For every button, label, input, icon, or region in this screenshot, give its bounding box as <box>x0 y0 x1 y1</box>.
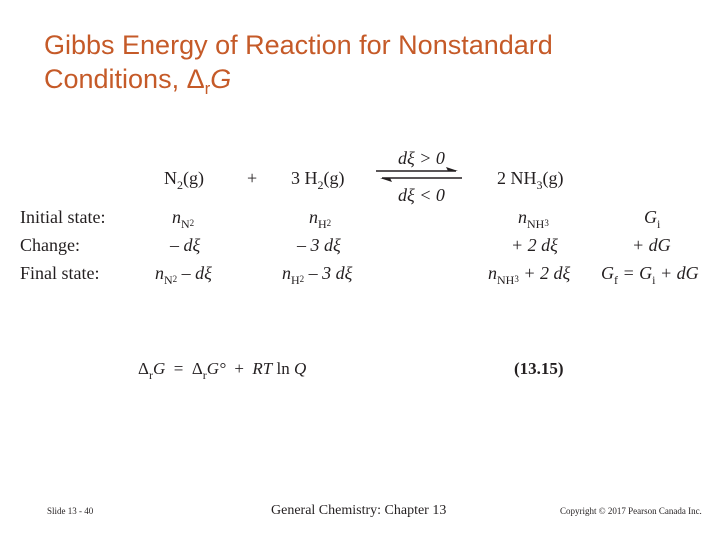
slide-title <box>44 28 684 106</box>
title-line-2 <box>44 62 684 106</box>
equation-number: (13.15) <box>514 359 564 378</box>
footer-slide-number: Slide 13 - 40 <box>47 506 94 516</box>
change-nh3: + 2 dξ <box>511 235 558 255</box>
title-delta: Conditions, Δ <box>44 64 205 94</box>
row-label-final: Final state: <box>20 263 100 283</box>
row-label-change: Change: <box>20 235 80 255</box>
reverse-label: dξ < 0 <box>398 185 445 205</box>
final-g: $G_f = G_i$ + dG <box>601 263 699 287</box>
final-n2: $n_N2$ – dξ <box>155 263 212 287</box>
final-h2: $n_H2 - 3$ dξ <box>282 263 353 287</box>
change-g: + dG <box>632 235 671 255</box>
reactant-h2: 3 $H_2(g)$ <box>291 168 345 192</box>
change-n2: – dξ <box>170 235 201 255</box>
product-nh3: 2 $NH_3(g)$ <box>497 168 564 192</box>
gibbs-equation: $\Delta_rG = \Delta_rG^\circ$ + RT ln Q <box>138 359 307 382</box>
initial-g: $G_i$ <box>644 207 661 231</box>
footer-course: General Chemistry: Chapter 13 <box>271 503 447 518</box>
footer-copyright: Copyright © 2017 Pearson Canada Inc. <box>560 506 702 516</box>
title-subscript: r <box>204 79 211 98</box>
initial-nh3: $n_{NH}3$ <box>518 207 549 231</box>
reactant-n2: $N_2(g)$ <box>164 168 204 192</box>
equilibrium-arrows <box>372 164 472 186</box>
title-line-1: Gibbs Energy of Reaction for Nonstandard <box>44 30 553 60</box>
initial-h2: $n_H2$ <box>309 207 332 231</box>
reaction-plus: + <box>247 168 258 188</box>
row-label-initial: Initial state: <box>20 207 106 227</box>
change-h2: – 3 dξ <box>297 235 341 255</box>
initial-n2: $n_N2$ <box>172 207 195 231</box>
final-nh3: $n_{NH}3 + 2$ dξ <box>488 263 571 287</box>
title-g: G <box>210 64 232 94</box>
forward-label: dξ > 0 <box>398 148 445 168</box>
